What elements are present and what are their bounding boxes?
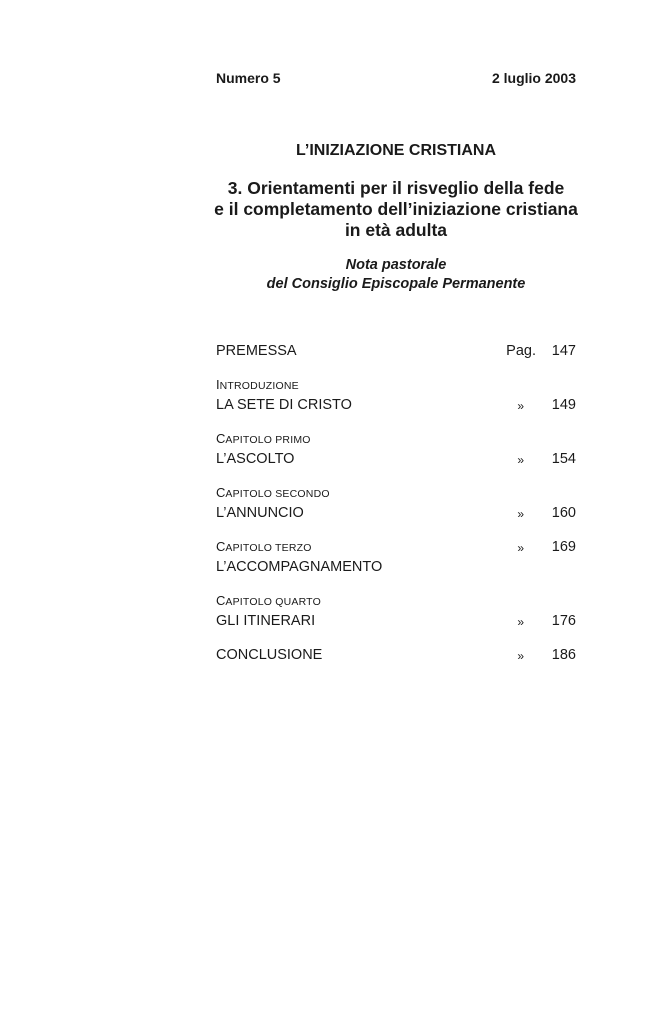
toc-entry-premessa [216,343,576,361]
document-subtitle [210,178,582,241]
toc-page-number: 149 [551,397,576,413]
toc-ditto-mark: » [517,399,524,413]
kicker-rest: APITOLO SECONDO [225,488,330,500]
toc-entry-label: LA SETE DI CRISTO [216,397,352,413]
toc-page-number: 186 [551,647,576,663]
toc-entry-label: L’ANNUNCIO [216,505,304,521]
subtitle-line: 3. Orientamenti per il risveglio della fede [227,178,565,198]
toc-section-kicker [216,593,321,608]
kicker-initial: C [216,485,226,500]
toc-ditto-mark: » [517,615,524,629]
toc-ditto-mark: » [517,507,524,521]
toc-section-kicker [216,485,330,500]
kicker-rest: APITOLO TERZO [225,542,312,554]
issue-date: 2 luglio 2003 [491,70,576,86]
toc-ditto-mark: » [517,649,524,663]
toc-page-number: 169 [551,539,576,555]
toc-entry-capitolo-terzo-page [216,539,576,557]
note-line: Nota pastorale [345,257,447,273]
kicker-initial: C [216,593,226,608]
toc-entry-capitolo-quarto [216,613,576,631]
toc-entry-capitolo-terzo [216,559,576,577]
kicker-rest: APITOLO PRIMO [225,434,311,446]
toc-pag-label: Pag. [506,343,536,359]
subtitle-line: e il completamento dell’iniziazione cristiana [214,199,578,219]
kicker-rest: NTRODUZIONE [219,380,299,392]
toc-entry-capitolo-secondo [216,505,576,523]
kicker-initial: C [216,431,226,446]
toc-entry-label: L’ASCOLTO [216,451,295,467]
toc-section-kicker [216,377,299,392]
toc-entry-introduzione [216,397,576,415]
subtitle-line: in età adulta [344,220,448,240]
issue-number: Numero 5 [216,70,281,86]
toc-page-number: 160 [551,505,576,521]
toc-page-number: 154 [551,451,576,467]
kicker-initial: I [216,377,220,392]
kicker-initial: C [216,539,226,554]
toc-ditto-mark: » [517,453,524,467]
kicker-rest: APITOLO QUARTO [225,596,321,608]
toc-entry-label: PREMESSA [216,343,297,359]
toc-entry-label: CONCLUSIONE [216,647,323,663]
document-title: L’INIZIAZIONE CRISTIANA [296,142,496,159]
toc-section-kicker [216,431,311,446]
toc-entry-conclusione [216,647,576,665]
toc-entry-label: GLI ITINERARI [216,613,316,629]
toc-entry-capitolo-primo [216,451,576,469]
toc-entry-label: L’ACCOMPAGNAMENTO [216,559,383,575]
toc-ditto-mark: » [517,541,524,555]
note-line: del Consiglio Episcopale Permanente [266,276,526,292]
toc-page-number: 176 [551,613,576,629]
pastoral-note [216,256,576,294]
toc-page-number: 147 [551,343,576,359]
